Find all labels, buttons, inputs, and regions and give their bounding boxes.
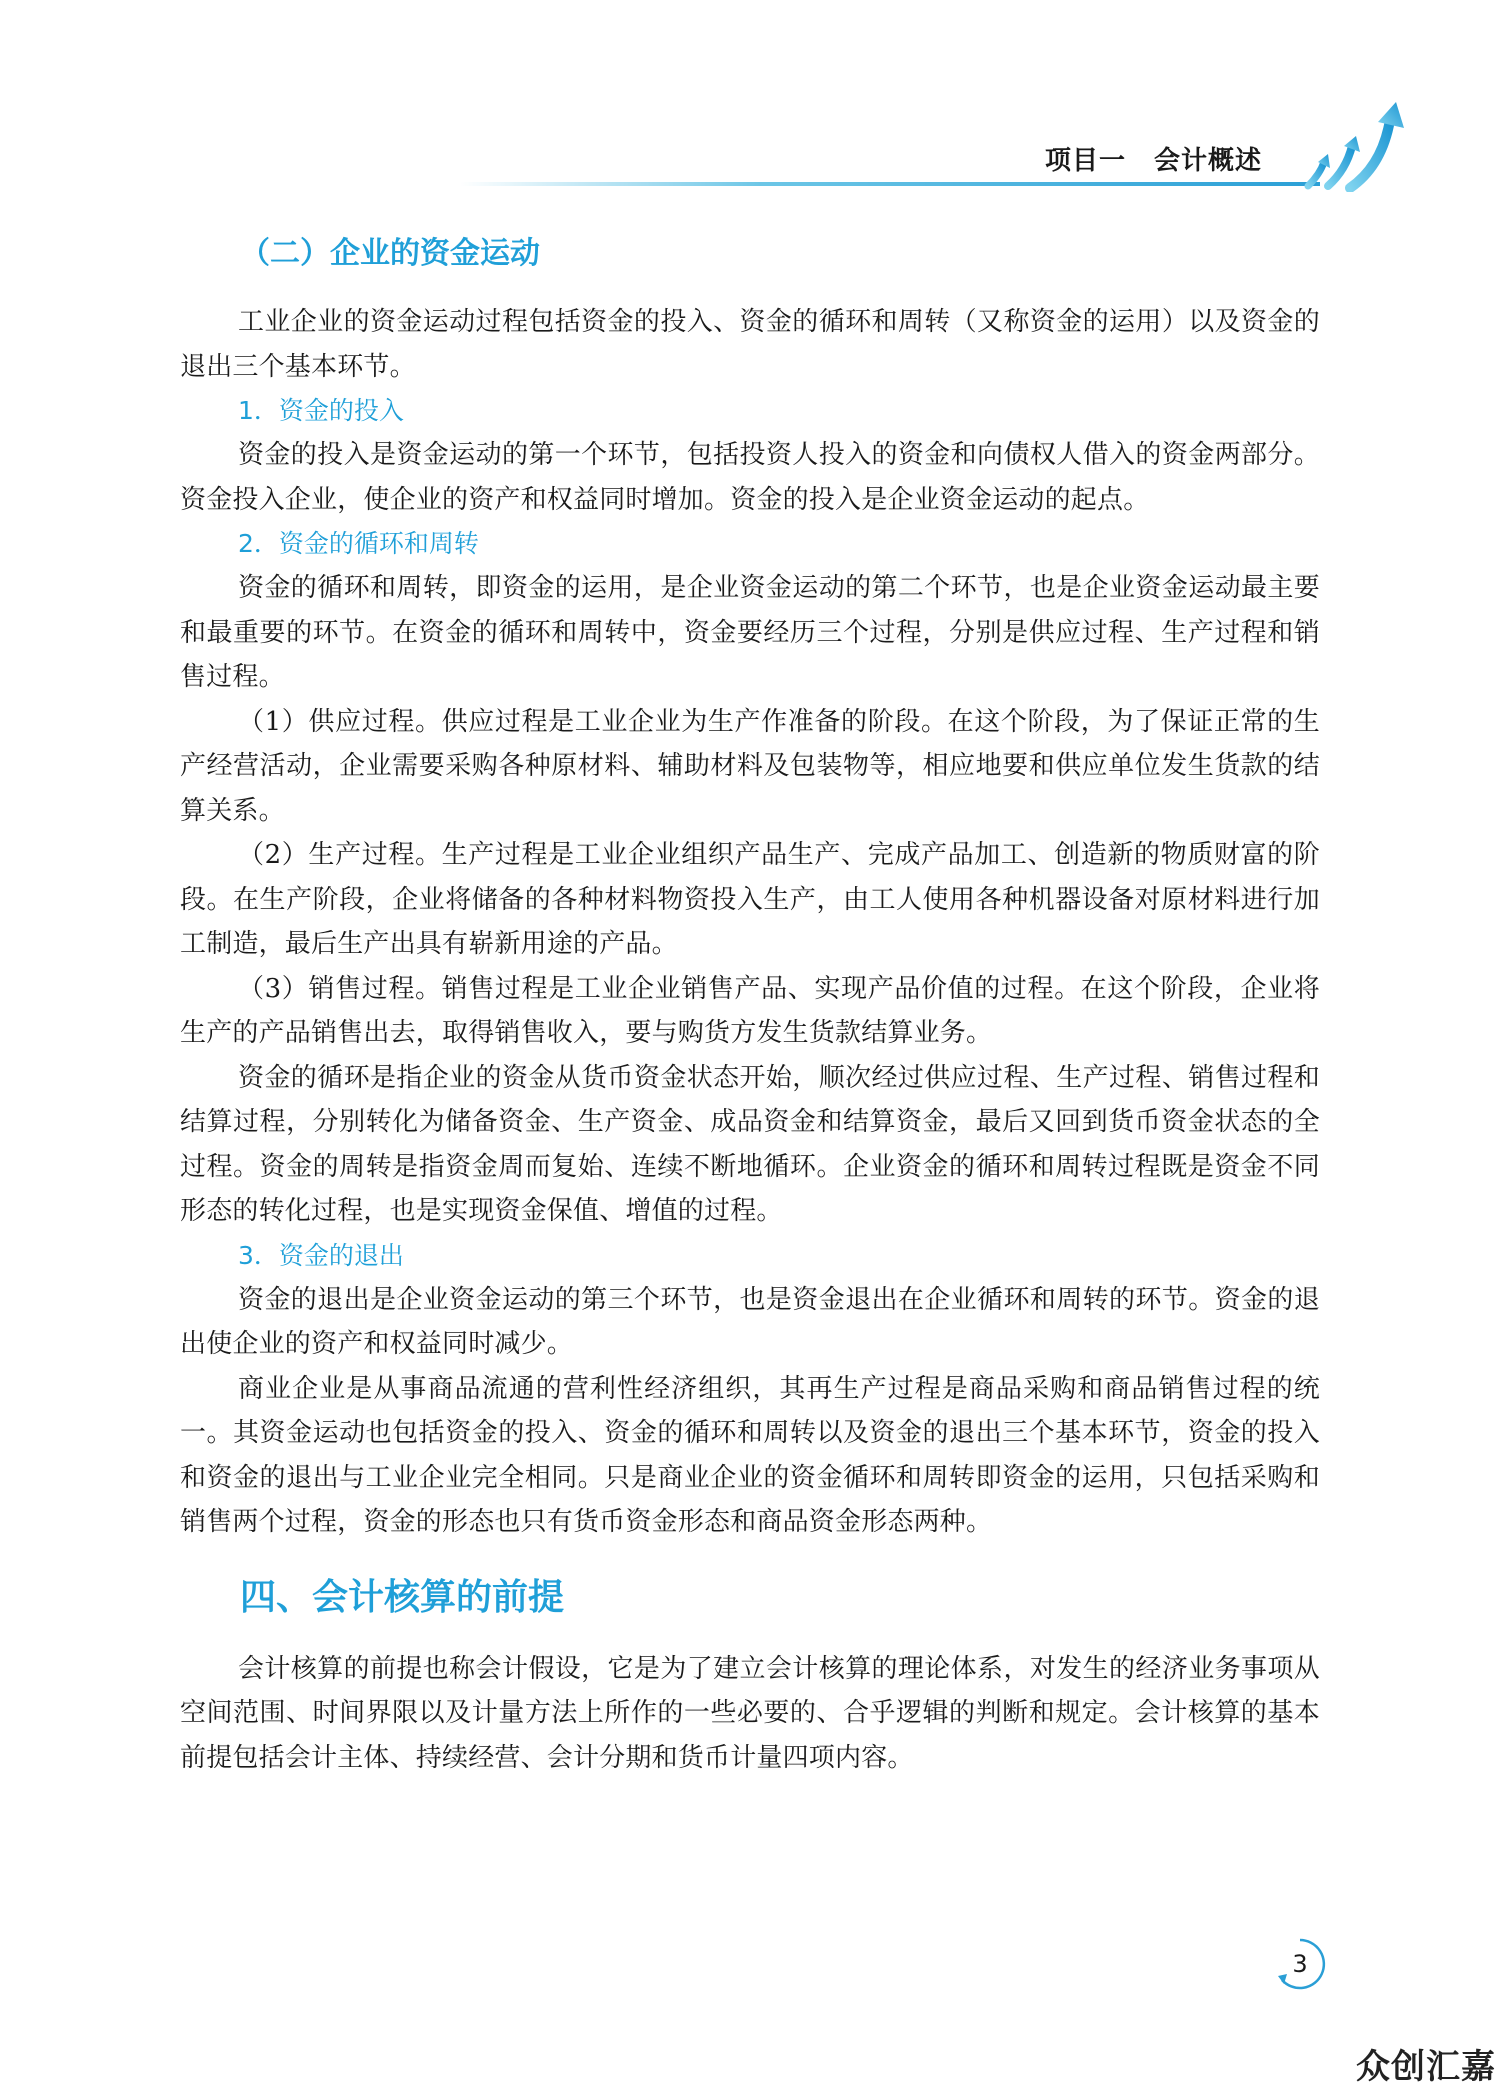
- paragraph: 商业企业是从事商品流通的营利性经济组织，其再生产过程是商品采购和商品销售过程的统一。其资金运动也包括资金的投入、资金的循环和周转以及资金的退出三个基本环节，资金的投入和资金的退出与工业企业完全相同。只是商业企业的资金循环和周转即资金的运用，只包括采购和销售两个过程，资金的形态也只有货币资金形态和商品资金形态两种。: [180, 1373, 1320, 1537]
- item-heading-investment: 1．资金的投入: [238, 396, 404, 425]
- subsection-heading: （二）企业的资金运动: [240, 236, 540, 271]
- paragraph: 资金的循环是指企业的资金从货币资金状态开始，顺次经过供应过程、生产过程、销售过程和结算过程，分别转化为储备资金、生产资金、成品资金和结算资金，最后又回到货币资金状态的全过程。资金的周转是指资金周而复始、连续不断地循环。企业资金的循环和周转过程既是资金不同形态的转化过程，也是实现资金保值、增值的过程。: [180, 1062, 1320, 1226]
- watermark: 众创汇嘉: [1356, 2047, 1496, 2087]
- header-project: 项目一: [1044, 146, 1126, 176]
- page-content: [180, 232, 1320, 1780]
- rising-arrows-icon: [1300, 96, 1410, 192]
- item-heading-withdrawal: 3．资金的退出: [238, 1240, 404, 1270]
- item-heading-circulation: 2．资金的循环和周转: [238, 529, 479, 558]
- header-title: [1045, 140, 1262, 177]
- header-chapter-title: 会计概述: [1153, 146, 1262, 176]
- header-rule: [460, 182, 1320, 186]
- paragraph: （3）销售过程。销售过程是工业企业销售产品、实现产品价值的过程。在这个阶段，企业将生产的产品销售出去，取得销售收入，要与购货方发生货款结算业务。: [180, 973, 1320, 1048]
- paragraph: 会计核算的前提也称会计假设，它是为了建立会计核算的理论体系，对发生的经济业务事项从空间范围、时间界限以及计量方法上所作的一些必要的、合乎逻辑的判断和规定。会计核算的基本前提包括会计主体、持续经营、会计分期和货币计量四项内容。: [180, 1653, 1320, 1773]
- paragraph: （2）生产过程。生产过程是工业企业组织产品生产、完成产品加工、创造新的物质财富的阶段。在生产阶段，企业将储备的各种材料物资投入生产，由工人使用各种机器设备对原材料进行加工制造，最后生产出具有崭新用途的产品。: [180, 840, 1320, 959]
- page-number-text: 3: [1292, 1950, 1308, 1978]
- paragraph: （1）供应过程。供应过程是工业企业为生产作准备的阶段。在这个阶段，为了保证正常的生产经营活动，企业需要采购各种原材料、辅助材料及包装物等，相应地要和供应单位发生货款的结算关系。: [180, 706, 1320, 826]
- paragraph: 资金的投入是资金运动的第一个环节，包括投资人投入的资金和向债权人借入的资金两部分。资金投入企业，使企业的资产和权益同时增加。资金的投入是企业资金运动的起点。: [180, 440, 1320, 515]
- paragraph: 资金的循环和周转，即资金的运用，是企业资金运动的第二个环节，也是企业资金运动最主要和最重要的环节。在资金的循环和周转中，资金要经历三个过程，分别是供应过程、生产过程和销售过程。: [180, 573, 1320, 692]
- page-number: [1272, 1936, 1328, 1992]
- section-heading: 四、会计核算的前提: [240, 1576, 565, 1618]
- paragraph: 资金的退出是企业资金运动的第三个环节，也是资金退出在企业循环和周转的环节。资金的退出使企业的资产和权益同时减少。: [180, 1284, 1320, 1359]
- intro-paragraph: 工业企业的资金运动过程包括资金的投入、资金的循环和周转（又称资金的运用）以及资金的退出三个基本环节。: [180, 307, 1320, 382]
